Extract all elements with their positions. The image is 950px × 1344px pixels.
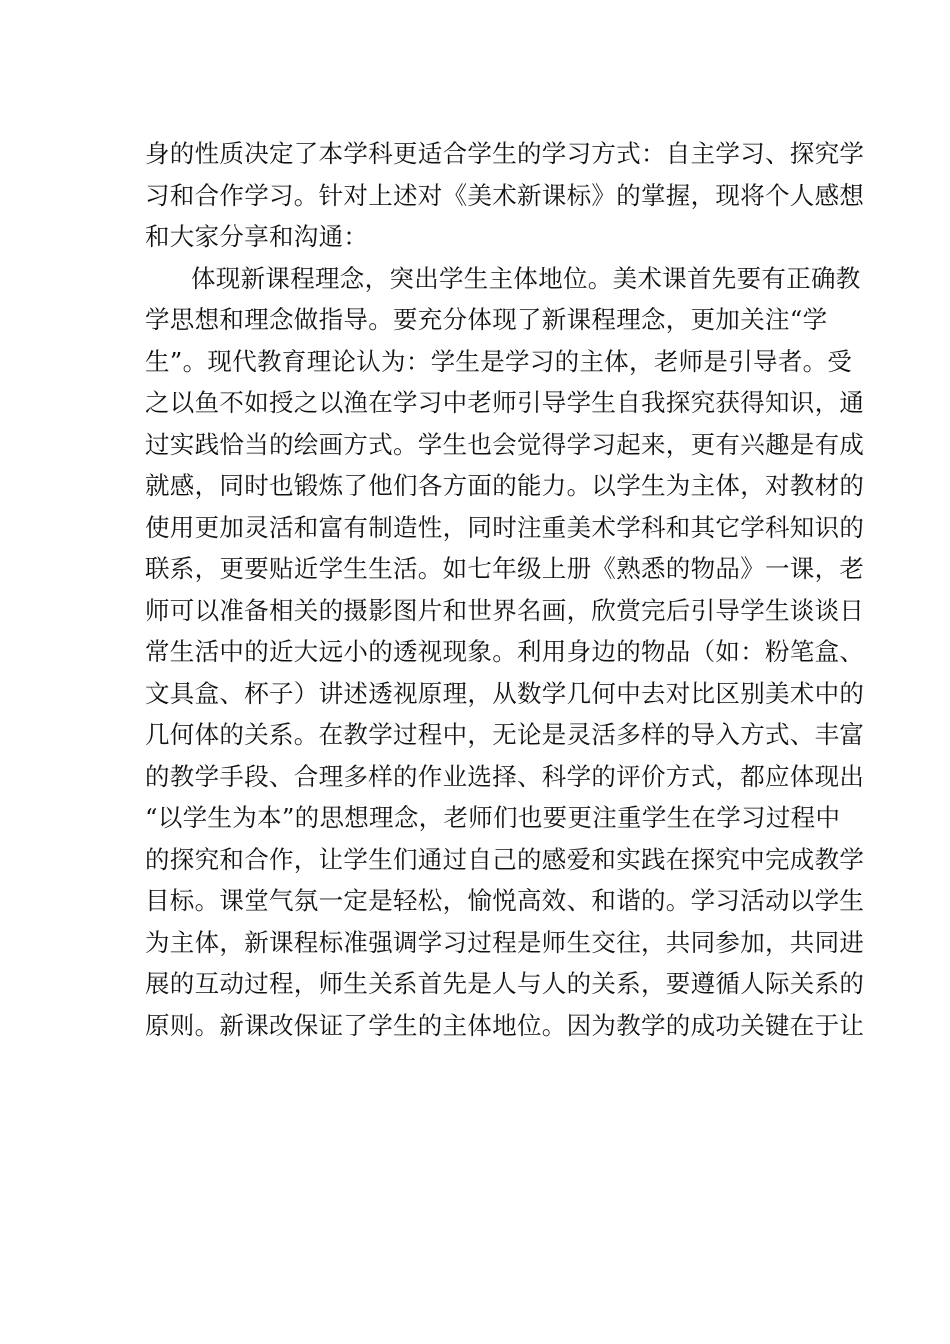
text-line: 习和合作学习。针对上述对《美术新课标》的掌握，现将个人感想 (145, 180, 865, 210)
text-line: 联系，更要贴近学生生活。如七年级上册《熟悉的物品》一课，老 (145, 554, 865, 583)
text-line: 展的互动过程，师生关系首先是人与人的关系，要遵循人际关系的 (145, 969, 865, 998)
text-line: 身的性质决定了本学科更适合学生的学习方式：自主学习、探究学 (145, 139, 865, 168)
text-line: 过实践恰当的绘画方式。学生也会觉得学习起来，更有兴趣是有成 (145, 429, 865, 459)
text-line: 文具盒、杯子）讲述透视原理，从数学几何中去对比区别美术中的 (145, 678, 865, 708)
text-line: 生”。现代教育理论认为：学生是学习的主体，老师是引导者。受 (145, 346, 853, 376)
text-line: 为主体，新课程标准强调学习过程是师生交往，共同参加，共同进 (145, 927, 865, 957)
text-line: 目标。课堂气氛一定是轻松，愉悦高效、和谐的。学习活动以学生 (145, 886, 865, 915)
text-line: 和大家分享和沟通： (145, 222, 369, 251)
text-line: 的教学手段、合理多样的作业选择、科学的评价方式，都应体现出 (145, 761, 865, 791)
text-line: 几何体的关系。在教学过程中，无论是灵活多样的导入方式、丰富 (145, 720, 865, 749)
text-line: 之以鱼不如授之以渔在学习中老师引导学生自我探究获得知识，通 (145, 388, 865, 417)
text-line: 的探究和合作，让学生们通过自己的感爱和实践在探究中完成教学 (145, 844, 865, 874)
text-line: 师可以准备相关的摄影图片和世界名画，欣赏完后引导学生谈谈日 (145, 595, 865, 625)
text-line: 常生活中的近大远小的透视现象。利用身边的物品（如：粉笔盒、 (145, 637, 865, 666)
body-text (145, 133, 865, 1046)
text-line: 原则。新课改保证了学生的主体地位。因为教学的成功关键在于让 (145, 1010, 865, 1040)
text-line: “以学生为本”的思想理念，老师们也要更注重学生在学习过程中 (145, 803, 841, 832)
paragraph-first-line: 体现新课程理念，突出学生主体地位。美术课首先要有正确教 (191, 263, 861, 293)
text-line: 学思想和理念做指导。要充分体现了新课程理念，更加关注“学 (145, 305, 828, 334)
text-line: 就感，同时也锻炼了他们各方面的能力。以学生为主体，对教材的 (145, 471, 865, 500)
text-line: 使用更加灵活和富有制造性，同时注重美术学科和其它学科知识的 (145, 512, 865, 542)
